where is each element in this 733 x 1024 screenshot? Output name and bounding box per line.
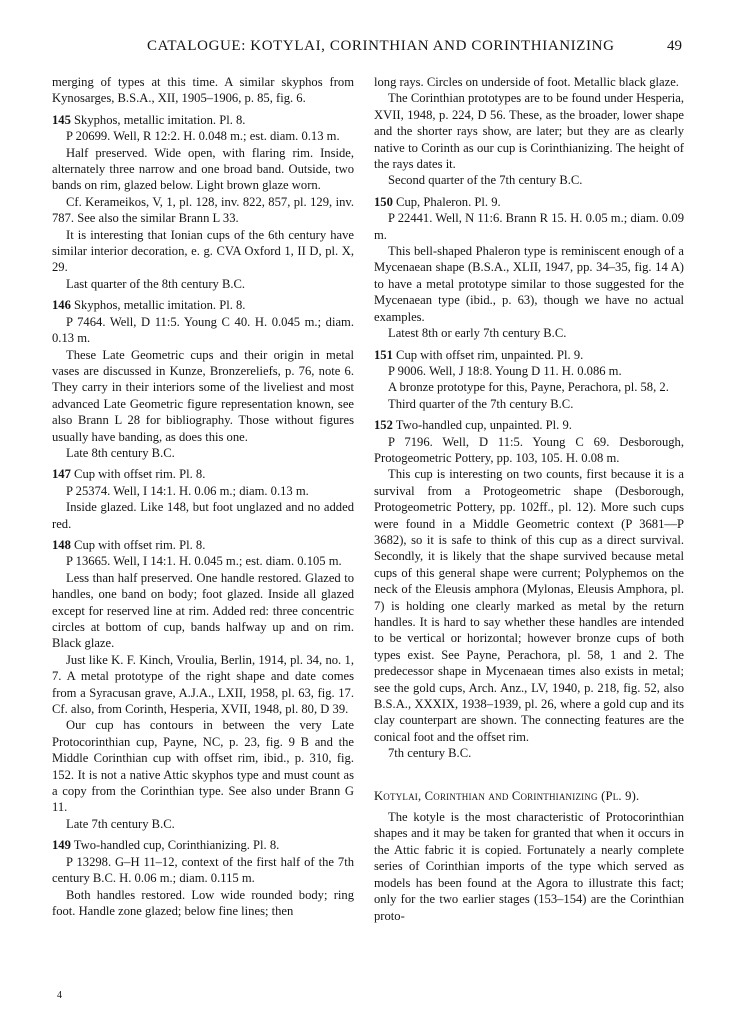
catalogue-entry-heading [52, 297, 354, 313]
paragraph: Latest 8th or early 7th century B.C. [388, 326, 567, 341]
catalogue-entry-title: Two-handled cup, Corinthianizing. Pl. 8. [70, 838, 280, 853]
catalogue-entry-title: Cup, Phaleron. Pl. 9. [392, 194, 501, 209]
left-text-column [52, 74, 354, 919]
paragraph: P 13665. Well, I 14:1. H. 0.045 m.; est. diam. 0.105 m. [66, 554, 342, 569]
paragraph: P 9006. Well, J 18:8. Young D 11. H. 0.086 m. [388, 363, 622, 378]
page-number: 49 [667, 38, 682, 54]
catalogue-entry-title: Cup with offset rim, unpainted. Pl. 9. [392, 347, 584, 362]
paragraph: These Late Geometric cups and their origin in metal vases are discussed in Kunze, Bronzereliefs, p. 76, note 6. They carry in their interiors some of the liveliest and most advanced Late Geometric figure representation known, see also Brann L 28 for bibliography. Those without figures usually have banding, as does this one. [52, 347, 354, 444]
paragraph: P 7196. Well, D 11:5. Young C 69. Desborough, Protogeometric Pottery, pp. 103, 105. H. 0.08 m. [374, 434, 684, 465]
paragraph: merging of types at this time. A similar skyphos from Kynosarges, B.S.A., XII, 1905–1906, p. 85, fig. 6. [52, 75, 354, 106]
paragraph: P 22441. Well, N 11:6. Brann R 15. H. 0.05 m.; diam. 0.09 m. [374, 211, 684, 242]
paragraph: Late 7th century B.C. [66, 816, 175, 831]
paragraph: Just like K. F. Kinch, Vroulia, Berlin, 1914, pl. 34, no. 1, 7. A metal prototype of the right shape and date comes from a Syracusan grave, A.J.A., LXII, 1958, pl. 63, fig. 17. Cf. also, from Corinth, Hesperia, XVII, 1948, pl. 80, D 39. [52, 652, 354, 717]
paragraph: P 13298. G–H 11–12, context of the first half of the 7th century B.C. H. 0.06 m.; diam. 0.115 m. [52, 854, 354, 886]
paragraph: This cup is interesting on two counts, first because it is a survival from a Protogeometric shape (Desborough, Protogeometric Pottery, pp. 102ff., pl. 12). More such cups were found in a Middle Geometric context (P 3681—P 3682), so it is safe to think of this cup as a direct survival. Secondly, it is likely that the shape survived because metal cups of this general shape were current; Polyphemos on the neck of the Eleusis amphora (Mylonas, Eleusis Amphora, pl. 7) is holding one clearly marked as metal by the return handles. It is hard to say whether these handles are intended to be vertical or horizontal; however bronze cups of both types exist. See Payne, Perachora, pl. 58, 1 and 2. The predecessor shape in Mycenaean times also exists in metal; see the gold cups, Arch. Anz., LV, 1940, p. 218, fig. 52, also B.S.A., XXXIX, 1938–1939, pl. 26, where a gold cup and its clay counterpart are shown. The connecting features are the conical foot and the offset rim. [374, 467, 684, 744]
paragraph: Last quarter of the 8th century B.C. [66, 276, 246, 291]
catalogue-number: 150 [374, 194, 393, 209]
paragraph: long rays. Circles on underside of foot. Metallic black glaze. [374, 75, 679, 89]
paragraph: Third quarter of the 7th century B.C. [388, 396, 574, 411]
signature-mark: 4 [57, 990, 62, 1001]
paragraph: P 7464. Well, D 11:5. Young C 40. H. 0.045 m.; diam. 0.13 m. [52, 314, 354, 346]
catalogue-entry-title: Skyphos, metallic imitation. Pl. 8. [70, 298, 246, 313]
catalogue-entry-heading [374, 194, 684, 210]
catalogue-entry-heading [52, 112, 354, 128]
running-title: CATALOGUE: KOTYLAI, CORINTHIAN AND CORINTHIANIZING [147, 38, 615, 54]
catalogue-entry-title: Cup with offset rim. Pl. 8. [70, 537, 206, 552]
paragraph: Cf. Kerameikos, V, 1, pl. 128, inv. 822, 857, pl. 129, inv. 787. See also the similar Brann L 33. [52, 194, 354, 226]
page-header [52, 38, 682, 58]
right-text-column [374, 74, 684, 924]
paragraph: It is interesting that Ionian cups of the 6th century have similar interior decoration, e. g. CVA Oxford 1, II D, pl. X, 29. [52, 227, 354, 275]
catalogue-entry-heading [374, 417, 684, 433]
paragraph: Second quarter of the 7th century B.C. [388, 173, 583, 188]
catalogue-entry-heading [374, 347, 684, 363]
paragraph: Our cup has contours in between the very Late Protocorinthian cup, Payne, NC, p. 23, fig. 9 B and the Middle Corinthian cup with offset rim, ibid., p. 310, fig. 152. It is not a native Attic skyphos type and must count as a copy from the Corinthian type. See also under Brann G 11. [52, 718, 354, 815]
catalogue-number: 152 [374, 418, 393, 433]
section-heading: Kotylai, Corinthian and Corinthianizing (Pl. 9). [374, 788, 640, 803]
catalogue-number: 149 [52, 838, 71, 853]
paragraph: The Corinthian prototypes are to be found under Hesperia, XVII, 1948, p. 224, D 56. These, as the broader, lower shape and the shorter rays show, are later; but they are as clearly native to Corinth as our cup is Corinthianizing. The height of the rays dates it. [374, 91, 684, 172]
paragraph: Late 8th century B.C. [66, 445, 175, 460]
paragraph: P 25374. Well, I 14:1. H. 0.06 m.; diam. 0.13 m. [66, 483, 309, 498]
catalogue-number: 148 [52, 537, 71, 552]
catalogue-entry-heading [52, 466, 354, 482]
paragraph: 7th century B.C. [388, 746, 472, 761]
catalogue-number: 147 [52, 467, 71, 482]
catalogue-entry-heading [52, 837, 354, 853]
paragraph: Half preserved. Wide open, with flaring rim. Inside, alternately three narrow and one broad band. Outside, two bands on rim, glazed below. Light brown glaze worn. [52, 145, 354, 193]
catalogue-number: 146 [52, 298, 71, 313]
paragraph: Both handles restored. Low wide rounded body; ring foot. Handle zone glazed; below fine lines; then [52, 887, 354, 918]
catalogue-entry-heading [52, 537, 354, 553]
paragraph: A bronze prototype for this, Payne, Perachora, pl. 58, 2. [388, 380, 669, 395]
paragraph: The kotyle is the most characteristic of Protocorinthian shapes and it may be taken for granted that when it occurs in the Attic fabric it is copied. Fortunately a nearly complete series of Corinthian imports of the type which served as models has been found at the Agora to illustrate this fact; only for the two earlier stages (153–154) are the Corinthian proto- [374, 810, 684, 923]
paragraph: Inside glazed. Like 148, but foot unglazed and no added red. [52, 500, 354, 531]
catalogue-entry-title: Cup with offset rim. Pl. 8. [70, 467, 206, 482]
paragraph: Less than half preserved. One handle restored. Glazed to handles, one band on body; foot glazed. Inside all glazed except for reserved line at rim. Added red: three concentric circles at bottom of cup, bands halfway up and on rim. Black glaze. [52, 570, 354, 651]
catalogue-entry-title: Skyphos, metallic imitation. Pl. 8. [70, 112, 246, 127]
catalogue-number: 145 [52, 112, 71, 127]
paragraph: This bell-shaped Phaleron type is reminiscent enough of a Mycenaean shape (B.S.A., XLII, 1947, pp. 34–35, fig. 14 A) to have a metal prototype similar to those suggested for the Mycenaean type (ibid., p. 63), though we have no actual examples. [374, 244, 684, 324]
catalogue-number: 151 [374, 347, 393, 362]
catalogue-entry-title: Two-handled cup, unpainted. Pl. 9. [392, 418, 572, 433]
paragraph: P 20699. Well, R 12:2. H. 0.048 m.; est. diam. 0.13 m. [66, 129, 340, 144]
